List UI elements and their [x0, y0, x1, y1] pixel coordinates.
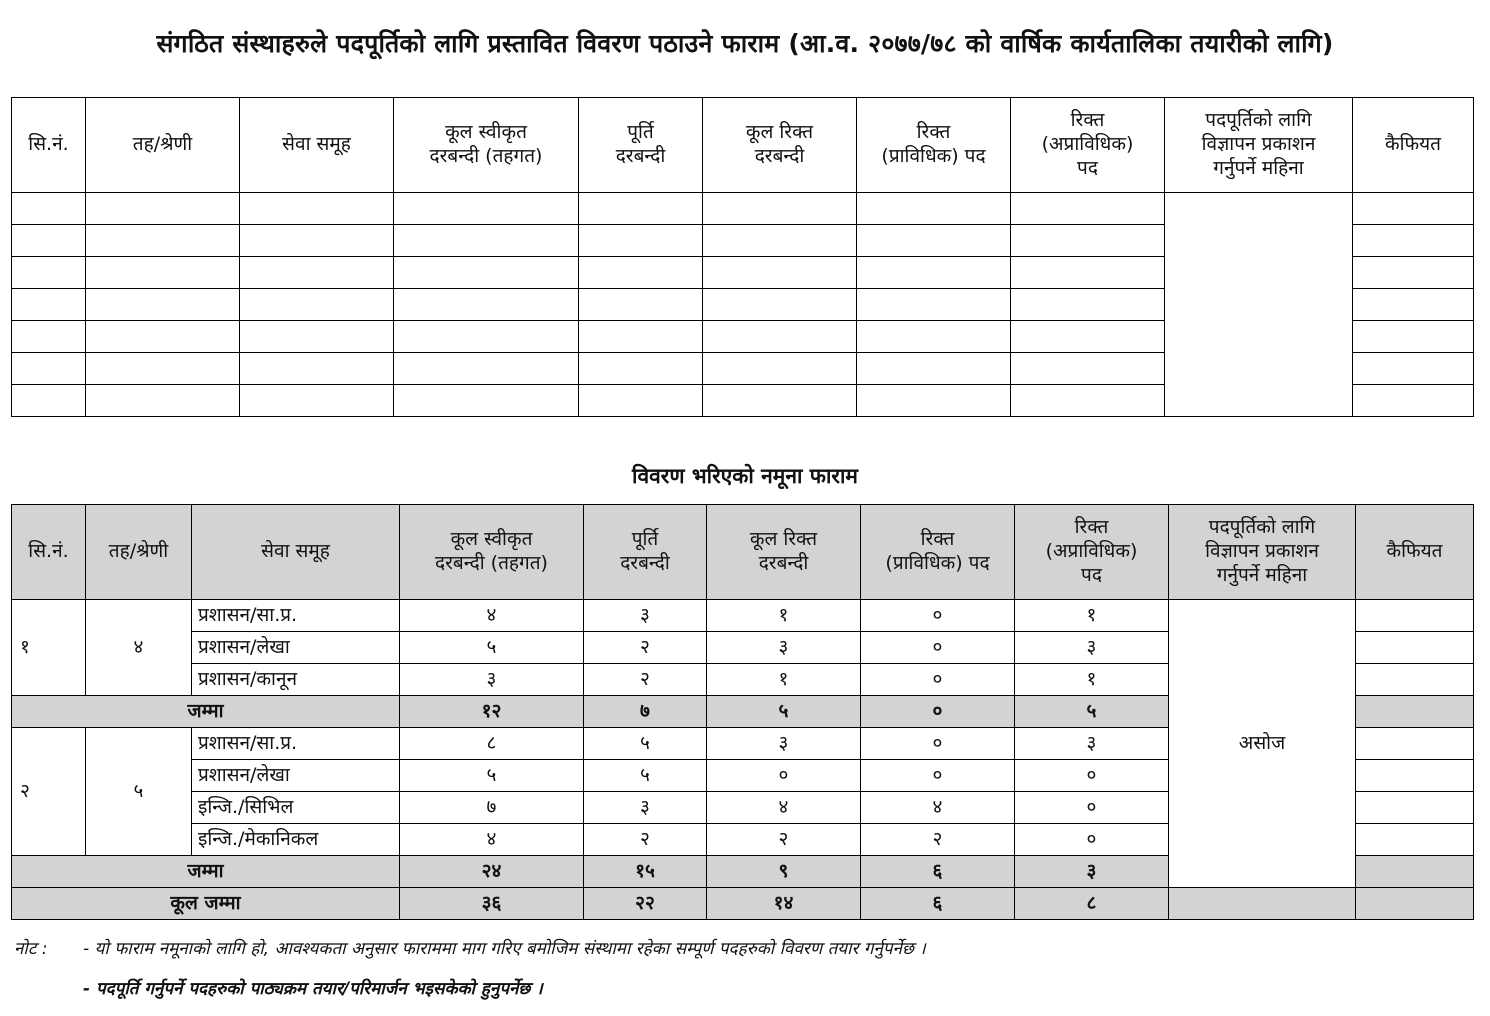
note-text-1: - यो फाराम नमूनाको लागि हो, आवश्यकता अनुसार फाराममा माग गरिए बमोजिम संस्थामा रहेका सम्पूर्ण पदहरुको विवरण तयार गर्नुपर्नेछ ।	[83, 939, 926, 959]
note-text-2: - पदपूर्ति गर्नुपर्ने पदहरुको पाठ्यक्रम तयार/परिमार्जन भइसकेको हुनुपर्नेछ ।	[83, 979, 543, 999]
blank-filled-cell	[579, 193, 703, 225]
header-level: तह/श्रेणी	[86, 98, 240, 193]
blank-remarks-cell	[1353, 257, 1474, 289]
nontechnical-cell: ०	[1015, 824, 1169, 856]
blank-technical-cell	[857, 193, 1011, 225]
filled-cell: ५	[584, 760, 707, 792]
grand-total-month	[1169, 888, 1356, 920]
blank-filled-cell	[579, 321, 703, 353]
blank-level-cell	[86, 225, 240, 257]
approved-cell: ३	[400, 664, 584, 696]
blank-form-table	[11, 97, 1474, 417]
blank-sn-cell	[12, 257, 86, 289]
header-nontechnical-vacant: रिक्त (अप्राविधिक) पद	[1011, 98, 1165, 193]
blank-nontechnical-cell	[1011, 193, 1165, 225]
vacant-cell: ०	[707, 760, 861, 792]
blank-remarks-cell	[1353, 225, 1474, 257]
header-level: तह/श्रेणी	[86, 505, 192, 600]
header-filled-posts: पूर्ति दरबन्दी	[579, 98, 703, 193]
blank-service-group-cell	[240, 353, 394, 385]
subtotal-approved: २४	[400, 856, 584, 888]
service-group-cell: प्रशासन/सा.प्र.	[192, 600, 400, 632]
blank-technical-cell	[857, 385, 1011, 417]
approved-cell: ५	[400, 760, 584, 792]
blank-technical-cell	[857, 225, 1011, 257]
technical-cell: ०	[861, 760, 1015, 792]
subtotal-vacant: ५	[707, 696, 861, 728]
nontechnical-cell: ३	[1015, 632, 1169, 664]
header-approved-posts: कूल स्वीकृत दरबन्दी (तहगत)	[394, 98, 579, 193]
filled-cell: ५	[584, 728, 707, 760]
subtotal-label: जम्मा	[12, 856, 400, 888]
blank-row	[12, 193, 1474, 225]
blank-advert-month-cell	[1165, 193, 1353, 417]
sample-form-header-row	[12, 505, 1474, 600]
nontechnical-cell: १	[1015, 664, 1169, 696]
nontechnical-cell: १	[1015, 600, 1169, 632]
grand-total-nontechnical: ८	[1015, 888, 1169, 920]
approved-cell: ४	[400, 824, 584, 856]
grand-total-technical: ६	[861, 888, 1015, 920]
blank-level-cell	[86, 353, 240, 385]
sample-form-title: विवरण भरिएको नमूना फाराम	[632, 464, 858, 488]
blank-approved-cell	[394, 385, 579, 417]
blank-technical-cell	[857, 321, 1011, 353]
technical-cell: ०	[861, 600, 1015, 632]
header-service-group: सेवा समूह	[192, 505, 400, 600]
table-row	[12, 600, 1474, 632]
vacant-cell: १	[707, 600, 861, 632]
nontechnical-cell: ०	[1015, 760, 1169, 792]
grand-total-approved: ३६	[400, 888, 584, 920]
vacant-cell: ३	[707, 728, 861, 760]
blank-level-cell	[86, 385, 240, 417]
blank-nontechnical-cell	[1011, 321, 1165, 353]
header-sn: सि.नं.	[12, 98, 86, 193]
sample-form-table	[11, 504, 1474, 920]
blank-vacant-cell	[703, 385, 857, 417]
grand-total-label: कूल जम्मा	[12, 888, 400, 920]
blank-approved-cell	[394, 257, 579, 289]
subtotal-technical: ०	[861, 696, 1015, 728]
vacant-cell: १	[707, 664, 861, 696]
blank-filled-cell	[579, 225, 703, 257]
vacant-cell: २	[707, 824, 861, 856]
technical-cell: २	[861, 824, 1015, 856]
nontechnical-cell: ०	[1015, 792, 1169, 824]
header-technical-vacant: रिक्त (प्राविधिक) पद	[857, 98, 1011, 193]
blank-remarks-cell	[1353, 193, 1474, 225]
blank-approved-cell	[394, 353, 579, 385]
blank-remarks-cell	[1353, 353, 1474, 385]
subtotal-filled: ७	[584, 696, 707, 728]
serial-number: १	[12, 600, 86, 696]
approved-cell: ७	[400, 792, 584, 824]
service-group-cell: इन्जि./सिभिल	[192, 792, 400, 824]
approved-cell: ५	[400, 632, 584, 664]
approved-cell: ८	[400, 728, 584, 760]
technical-cell: ०	[861, 664, 1015, 696]
note-label: नोट :	[14, 939, 48, 959]
technical-cell: ४	[861, 792, 1015, 824]
blank-filled-cell	[579, 257, 703, 289]
header-approved-posts: कूल स्वीकृत दरबन्दी (तहगत)	[400, 505, 584, 600]
blank-technical-cell	[857, 289, 1011, 321]
service-group-cell: इन्जि./मेकानिकल	[192, 824, 400, 856]
technical-cell: ०	[861, 728, 1015, 760]
blank-nontechnical-cell	[1011, 353, 1165, 385]
blank-sn-cell	[12, 289, 86, 321]
subtotal-label: जम्मा	[12, 696, 400, 728]
grand-total-vacant: १४	[707, 888, 861, 920]
blank-vacant-cell	[703, 257, 857, 289]
blank-filled-cell	[579, 289, 703, 321]
blank-nontechnical-cell	[1011, 257, 1165, 289]
advert-month-cell: असोज	[1169, 600, 1356, 888]
blank-service-group-cell	[240, 321, 394, 353]
blank-level-cell	[86, 257, 240, 289]
filled-cell: ३	[584, 600, 707, 632]
blank-level-cell	[86, 193, 240, 225]
grand-total-row	[12, 888, 1474, 920]
blank-filled-cell	[579, 385, 703, 417]
level-cell: ४	[86, 600, 192, 696]
blank-vacant-cell	[703, 321, 857, 353]
blank-vacant-cell	[703, 193, 857, 225]
header-filled-posts: पूर्ति दरबन्दी	[584, 505, 707, 600]
header-remarks: कैफियत	[1356, 505, 1474, 600]
filled-cell: २	[584, 664, 707, 696]
nontechnical-cell: ३	[1015, 728, 1169, 760]
header-service-group: सेवा समूह	[240, 98, 394, 193]
blank-technical-cell	[857, 257, 1011, 289]
header-remarks: कैफियत	[1353, 98, 1474, 193]
remarks-cell	[1356, 824, 1474, 856]
remarks-cell	[1356, 632, 1474, 664]
blank-remarks-cell	[1353, 289, 1474, 321]
blank-service-group-cell	[240, 193, 394, 225]
subtotal-technical: ६	[861, 856, 1015, 888]
serial-number: २	[12, 728, 86, 856]
remarks-cell	[1356, 728, 1474, 760]
blank-remarks-cell	[1353, 385, 1474, 417]
blank-approved-cell	[394, 193, 579, 225]
blank-form-header-row	[12, 98, 1474, 193]
grand-total-filled: २२	[584, 888, 707, 920]
subtotal-approved: १२	[400, 696, 584, 728]
technical-cell: ०	[861, 632, 1015, 664]
service-group-cell: प्रशासन/लेखा	[192, 632, 400, 664]
subtotal-vacant: ९	[707, 856, 861, 888]
blank-approved-cell	[394, 225, 579, 257]
subtotal-nontechnical: ५	[1015, 696, 1169, 728]
blank-sn-cell	[12, 321, 86, 353]
service-group-cell: प्रशासन/सा.प्र.	[192, 728, 400, 760]
header-technical-vacant: रिक्त (प्राविधिक) पद	[861, 505, 1015, 600]
header-vacant-posts: कूल रिक्त दरबन्दी	[703, 98, 857, 193]
header-sn: सि.नं.	[12, 505, 86, 600]
sample-form-body	[12, 600, 1474, 920]
header-nontechnical-vacant: रिक्त (अप्राविधिक) पद	[1015, 505, 1169, 600]
header-advert-month: पदपूर्तिको लागि विज्ञापन प्रकाशन गर्नुपर्ने महिना	[1169, 505, 1356, 600]
blank-service-group-cell	[240, 225, 394, 257]
blank-nontechnical-cell	[1011, 225, 1165, 257]
header-vacant-posts: कूल रिक्त दरबन्दी	[707, 505, 861, 600]
blank-sn-cell	[12, 225, 86, 257]
level-cell: ५	[86, 728, 192, 856]
blank-nontechnical-cell	[1011, 385, 1165, 417]
approved-cell: ४	[400, 600, 584, 632]
blank-nontechnical-cell	[1011, 289, 1165, 321]
filled-cell: ३	[584, 792, 707, 824]
remarks-cell	[1356, 760, 1474, 792]
blank-form-body	[12, 193, 1474, 417]
blank-level-cell	[86, 321, 240, 353]
blank-level-cell	[86, 289, 240, 321]
vacant-cell: ३	[707, 632, 861, 664]
blank-filled-cell	[579, 353, 703, 385]
filled-cell: २	[584, 824, 707, 856]
remarks-cell	[1356, 600, 1474, 632]
blank-approved-cell	[394, 321, 579, 353]
subtotal-nontechnical: ३	[1015, 856, 1169, 888]
blank-sn-cell	[12, 353, 86, 385]
blank-technical-cell	[857, 353, 1011, 385]
subtotal-remarks	[1356, 696, 1474, 728]
blank-service-group-cell	[240, 289, 394, 321]
service-group-cell: प्रशासन/कानून	[192, 664, 400, 696]
remarks-cell	[1356, 792, 1474, 824]
blank-vacant-cell	[703, 289, 857, 321]
vacant-cell: ४	[707, 792, 861, 824]
blank-vacant-cell	[703, 225, 857, 257]
service-group-cell: प्रशासन/लेखा	[192, 760, 400, 792]
blank-vacant-cell	[703, 353, 857, 385]
subtotal-remarks	[1356, 856, 1474, 888]
filled-cell: २	[584, 632, 707, 664]
blank-service-group-cell	[240, 385, 394, 417]
form-title: संगठित संस्थाहरुले पदपूर्तिको लागि प्रस्तावित विवरण पठाउने फाराम (आ.व. २०७७/७८ को वार्षिक कार्यतालिका तयारीको लागि)	[156, 29, 1334, 58]
blank-sn-cell	[12, 193, 86, 225]
blank-approved-cell	[394, 289, 579, 321]
grand-total-remarks	[1356, 888, 1474, 920]
blank-service-group-cell	[240, 257, 394, 289]
subtotal-filled: १५	[584, 856, 707, 888]
blank-sn-cell	[12, 385, 86, 417]
header-advert-month: पदपूर्तिको लागि विज्ञापन प्रकाशन गर्नुपर्ने महिना	[1165, 98, 1353, 193]
blank-remarks-cell	[1353, 321, 1474, 353]
remarks-cell	[1356, 664, 1474, 696]
